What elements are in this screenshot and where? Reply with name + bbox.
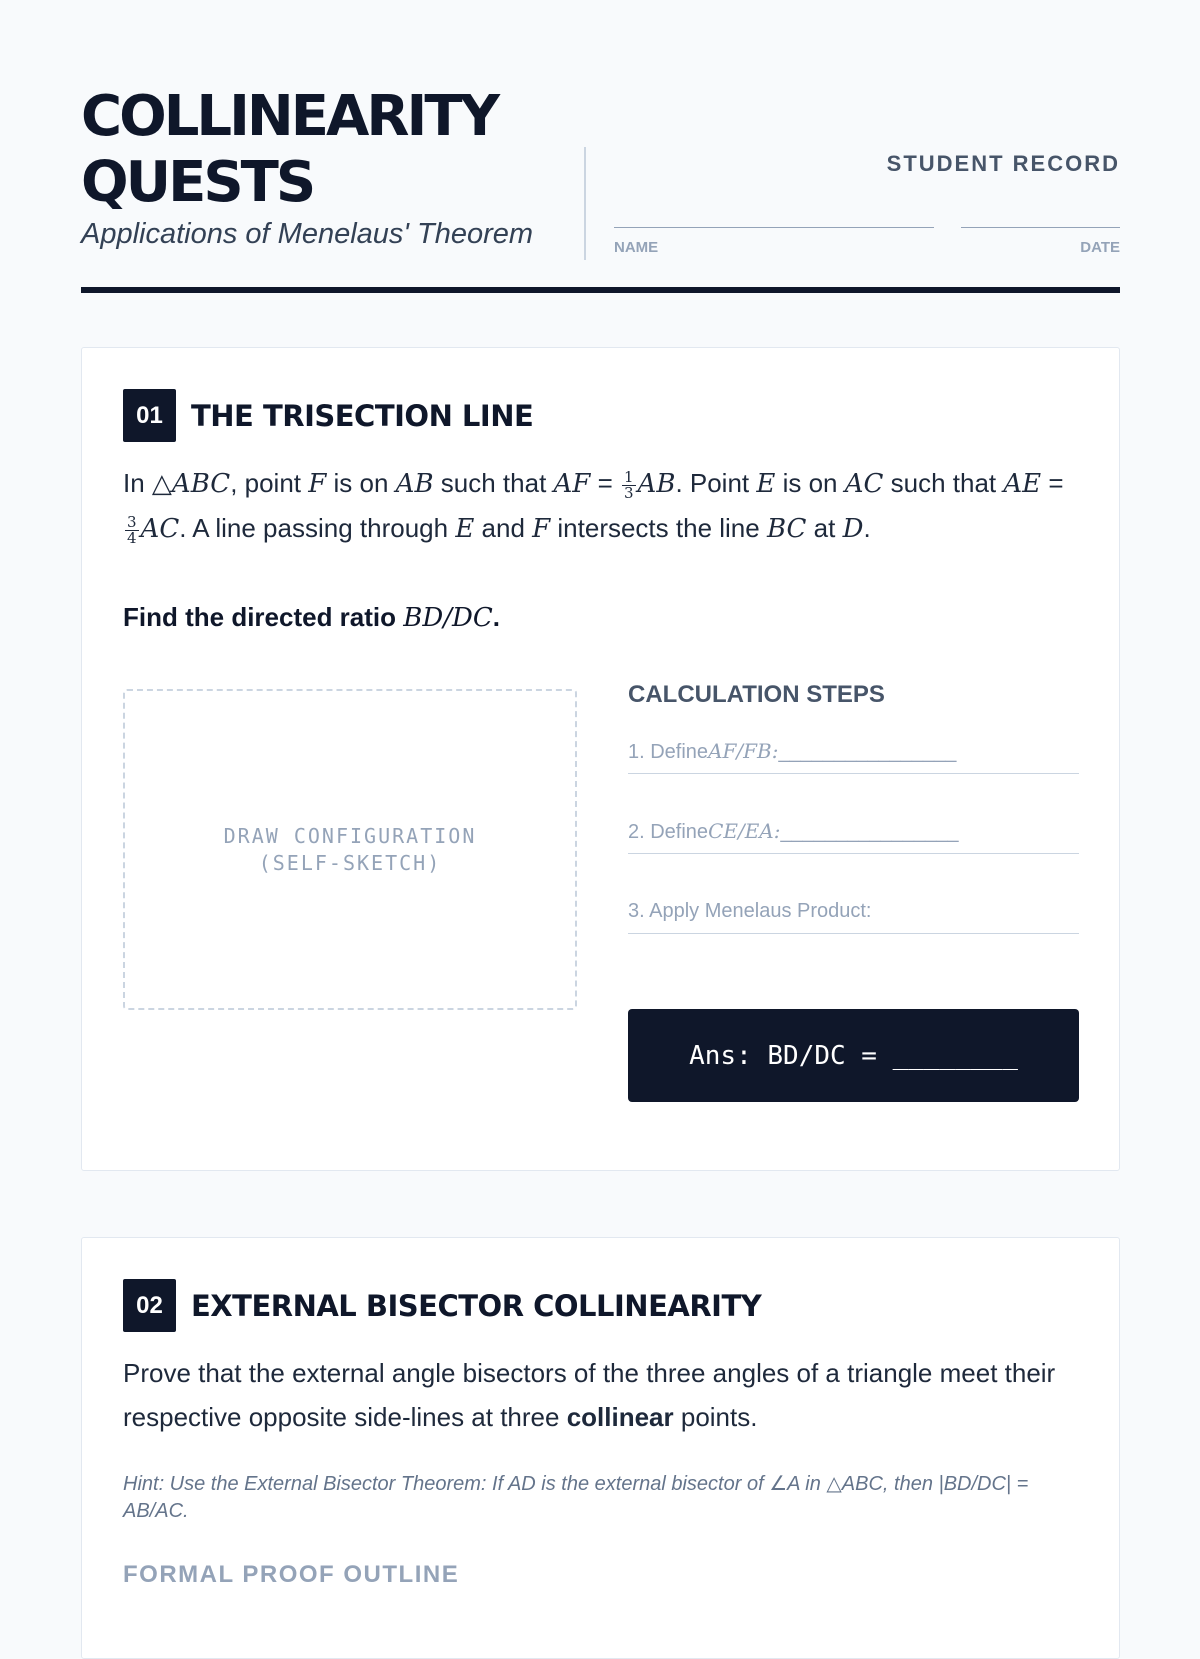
calculation-steps-heading: CALCULATION STEPS [628,681,885,708]
problem-title: EXTERNAL BISECTOR COLLINEARITY [191,1288,762,1323]
student-record-label: STUDENT RECORD [886,151,1120,176]
date-label: DATE [1080,239,1120,256]
page-header-wrap [81,0,1120,294]
step-1-label: 1. Define [628,741,709,763]
problem-2-heading [123,1279,761,1332]
statement-text: Prove that the external angle bisectors of the three angles of a triangle meet their respective opposite side-lines at three [123,1358,1056,1432]
step-1-blank: ________________ [778,741,957,763]
step-2-label: 2. Define [628,821,709,843]
step-2[interactable] [628,809,1079,854]
name-label: NAME [614,239,659,256]
problem-2-statement [123,1351,1083,1439]
proof-outline-heading: FORMAL PROOF OUTLINE [123,1561,460,1588]
step-3-label: 3. Apply Menelaus Product: [628,900,872,922]
problem-1-statement: In △ABC, point F is on AB such that AF = $\frac{1}{3}$ AB. Point E is on AC such that AE = $\frac{3}{4}$ AC. A line passing through E and F intersects the line BC at D. [123,467,1064,547]
header-divider [584,147,586,260]
question-text: Find the directed ratio [123,602,397,632]
problem-card-1 [81,347,1120,1171]
answer-box[interactable]: Ans: BD/DC = ________ [628,1009,1079,1102]
step-1-math: AF/FB: [708,739,779,763]
statement-bold: collinear [566,1402,674,1432]
page-subtitle: Applications of Menelaus' Theorem [81,218,534,250]
page-title [81,84,497,216]
statement-end: points. [673,1402,758,1432]
problem-card-2 [81,1237,1120,1659]
step-1[interactable] [628,729,1079,774]
problem-number-badge: 01 [123,389,176,442]
problem-number-badge: 02 [123,1279,176,1332]
title-line-2: QUESTS [81,150,314,215]
header [81,0,1120,294]
problem-1-question: Find the directed ratio BD/DC. [123,602,500,633]
step-2-math: CE/EA: [708,819,781,843]
date-field[interactable] [961,227,1120,228]
header-rule [81,287,1120,293]
problem-title: THE TRISECTION LINE [191,398,534,433]
step-3[interactable] [628,889,1079,934]
sketch-area[interactable] [123,689,577,1010]
sketch-label-2: (SELF-SKETCH) [258,850,442,875]
problem-1-heading [123,389,533,442]
hint-text: Hint: Use the External Bisector Theorem: If AD is the external bisector of ∠A in △ABC, then |BD/DC| = AB/AC. [123,1473,1029,1522]
name-field[interactable] [614,227,934,228]
sketch-label-1: DRAW CONFIGURATION [223,823,477,848]
step-2-blank: ________________ [780,821,959,843]
title-line-1: COLLINEARITY [81,84,498,149]
